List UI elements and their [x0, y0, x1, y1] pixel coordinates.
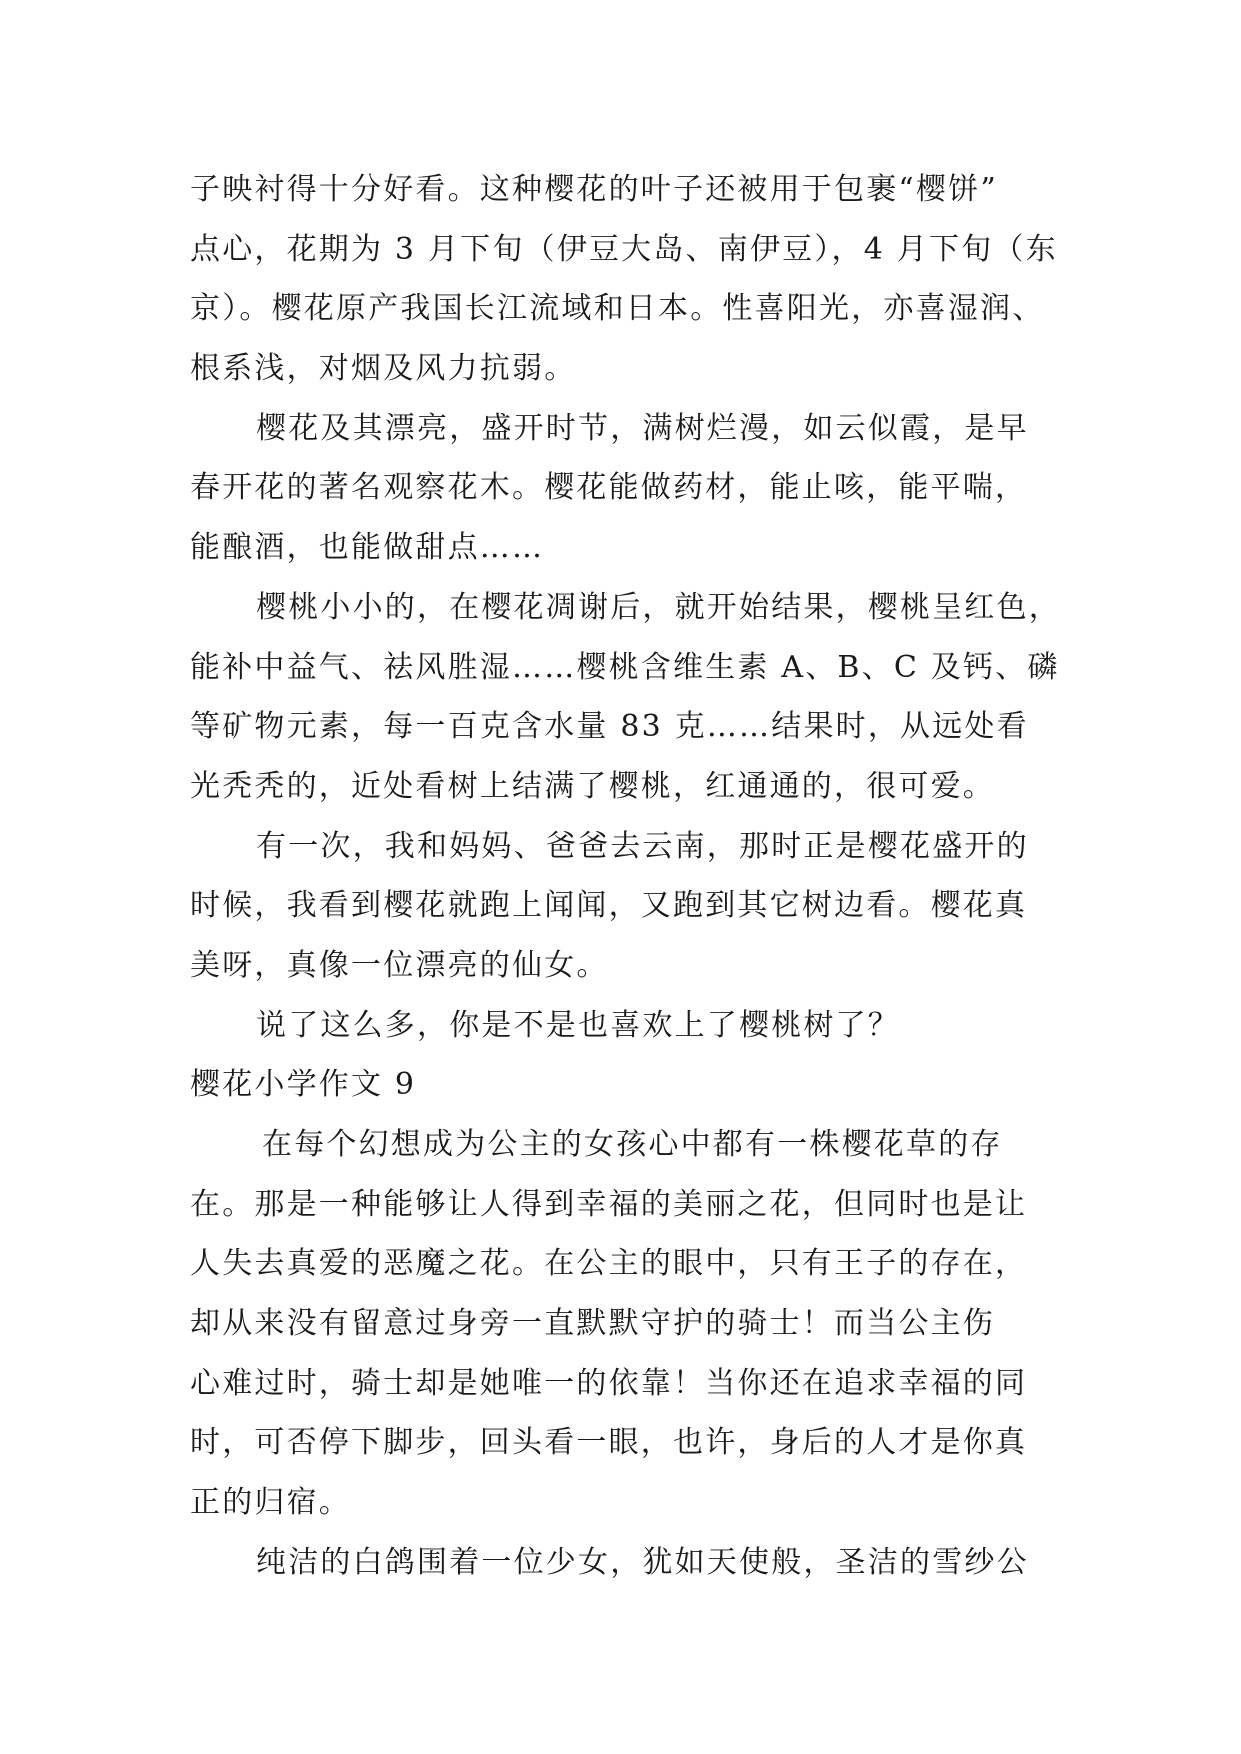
text-line: 能酿酒，也能做甜点…… — [190, 530, 545, 566]
text-line: 根系浅，对烟及风力抗弱。 — [190, 351, 577, 387]
paragraph-first-line: 在每个幻想成为公主的女孩心中都有一株樱花草的存 — [262, 1127, 1003, 1162]
text-line: 等矿物元素，每一百克含水量 83 克……结果时，从远处看 — [190, 709, 1029, 745]
text-line: 春开花的著名观察花木。樱花能做药材，能止咳，能平喘， — [190, 470, 1028, 506]
paragraph-first-line: 樱花及其漂亮，盛开时节，满树烂漫，如云似霞，是早 — [256, 410, 1029, 446]
text-line: 时，可否停下脚步，回头看一眼，也许，身后的人才是你真 — [190, 1425, 1028, 1461]
text-line: 能补中益气、祛风胜湿……樱桃含维生素 A、B、C 及钙、磷 — [190, 649, 1060, 685]
text-line: 正的归宿。 — [190, 1485, 351, 1521]
section-heading: 樱花小学作文 9 — [190, 1067, 417, 1103]
text-line: 点心，花期为 3 月下旬（伊豆大岛、南伊豆），4 月下旬（东 — [190, 231, 1058, 267]
text-line: 却从来没有留意过身旁一直默默守护的骑士！而当公主伤 — [190, 1306, 995, 1342]
document-page — [190, 160, 1070, 1593]
text-line: 光秃秃的，近处看树上结满了樱桃，红通通的，很可爱。 — [190, 768, 995, 804]
paragraph-first-line: 纯洁的白鸽围着一位少女，犹如天使般，圣洁的雪纱公 — [256, 1544, 1029, 1580]
paragraph-first-line: 有一次，我和妈妈、爸爸去云南，那时正是樱花盛开的 — [256, 828, 1029, 864]
text-line: 美呀，真像一位漂亮的仙女。 — [190, 947, 609, 983]
paragraph-first-line: 说了这么多，你是不是也喜欢上了樱桃树了？ — [256, 1007, 900, 1043]
text-line: 人失去真爱的恶魔之花。在公主的眼中，只有王子的存在， — [190, 1246, 1028, 1282]
paragraph-first-line: 樱桃小小的，在樱花凋谢后，就开始结果，樱桃呈红色， — [256, 589, 1061, 625]
text-line: 子映衬得十分好看。这种樱花的叶子还被用于包裹“樱饼” — [190, 172, 998, 207]
text-line: 京）。樱花原产我国长江流域和日本。性喜阳光，亦喜湿润、 — [190, 291, 1045, 327]
text-line: 时候，我看到樱花就跑上闻闻，又跑到其它树边看。樱花真 — [190, 888, 1028, 924]
text-line: 心难过时，骑士却是她唯一的依靠！当你还在追求幸福的同 — [190, 1365, 1028, 1401]
text-line: 在。那是一种能够让人得到幸福的美丽之花，但同时也是让 — [190, 1186, 1028, 1222]
